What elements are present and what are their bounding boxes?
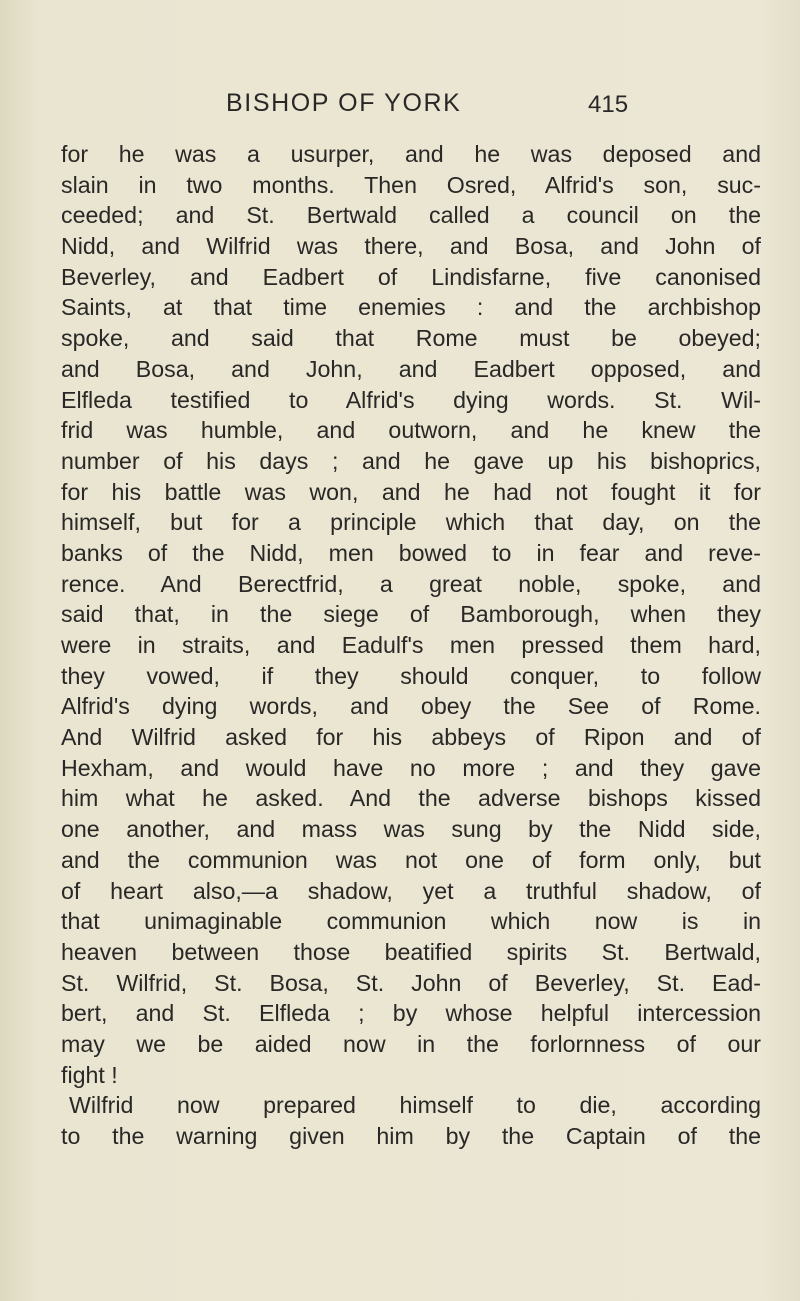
text-line: himself, but for a principle which that day, on the: [61, 509, 761, 536]
text-line: bert, and St. Elfleda ; by whose helpful intercession: [61, 1000, 761, 1027]
text-line: they vowed, if they should conquer, to follow: [61, 662, 761, 689]
text-line: were in straits, and Eadulf's men pressed them hard,: [61, 632, 761, 658]
text-line: him what he asked. And the adverse bishops kissed: [61, 785, 761, 812]
text-line: slain in two months. Then Osred, Alfrid's son, suc-: [61, 171, 761, 198]
text-line: And Wilfrid asked for his abbeys of Ripon and of: [61, 724, 761, 751]
text-line: for he was a usurper, and he was deposed and: [61, 141, 761, 167]
running-title: BISHOP OF YORK: [226, 89, 462, 117]
text-line: heaven between those beatified spirits St. Bertwald,: [61, 938, 761, 965]
text-line: Nidd, and Wilfrid was there, and Bosa, and John of: [61, 233, 761, 260]
text-line: ceeded; and St. Bertwald called a council on the: [61, 202, 761, 229]
text-line: of heart also,—a shadow, yet a truthful shadow, of: [61, 877, 761, 904]
text-line: Hexham, and would have no more ; and they gave: [61, 754, 761, 781]
text-line: banks of the Nidd, men bowed to in fear and reve-: [61, 539, 761, 566]
text-line: one another, and mass was sung by the Nidd side,: [61, 816, 761, 843]
running-head: [226, 88, 606, 118]
text-line: and Bosa, and John, and Eadbert opposed, and: [61, 355, 761, 382]
text-line: fight !: [61, 1061, 118, 1088]
text-line: said that, in the siege of Bamborough, when they: [61, 601, 761, 628]
text-line: to the warning given him by the Captain of the: [61, 1123, 761, 1149]
text-line: Saints, at that time enemies : and the archbishop: [61, 294, 761, 321]
text-line: Alfrid's dying words, and obey the See of Rome.: [61, 693, 761, 720]
text-line: and the communion was not one of form only, but: [61, 846, 761, 873]
text-line: rence. And Berectfrid, a great noble, spoke, and: [61, 570, 761, 597]
text-line: may we be aided now in the forlornness of our: [61, 1030, 761, 1057]
body-text: [61, 139, 761, 1152]
text-line: Wilfrid now prepared himself to die, according: [69, 1092, 761, 1119]
text-line: Elfleda testified to Alfrid's dying words. St. Wil-: [61, 386, 761, 413]
text-line: that unimaginable communion which now is in: [61, 908, 761, 935]
text-line: spoke, and said that Rome must be obeyed;: [61, 325, 761, 352]
text-line: number of his days ; and he gave up his bishoprics,: [61, 447, 761, 474]
page-number: 415: [588, 91, 629, 118]
text-line: frid was humble, and outworn, and he knew the: [61, 417, 761, 444]
text-line: Beverley, and Eadbert of Lindisfarne, five canonised: [61, 263, 761, 290]
text-line: for his battle was won, and he had not fought it for: [61, 478, 761, 505]
text-line: St. Wilfrid, St. Bosa, St. John of Beverley, St. Ead-: [61, 969, 761, 996]
